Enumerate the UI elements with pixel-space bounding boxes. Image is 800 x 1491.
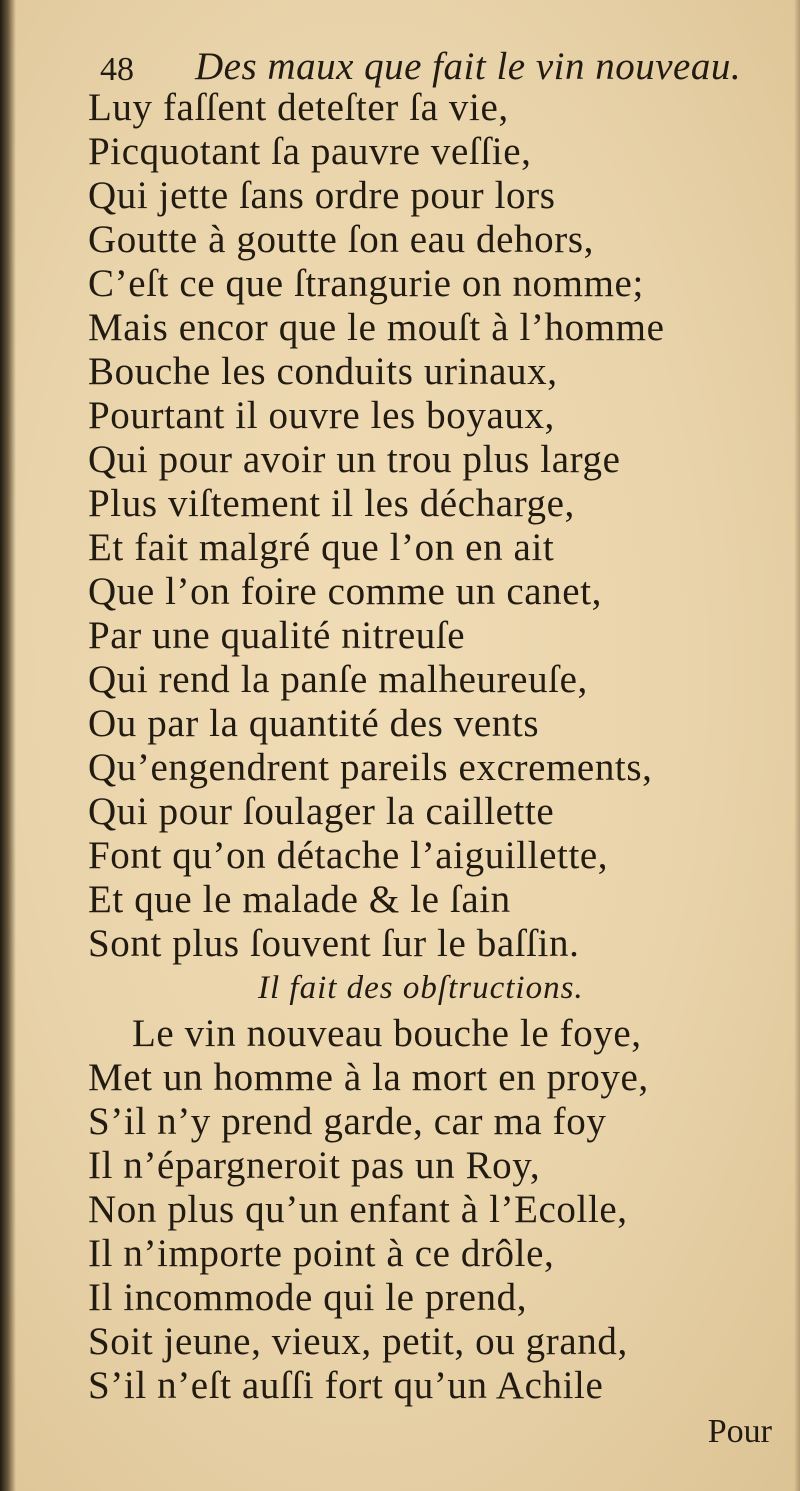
verse-line: Il incommode qui le prend, <box>88 1276 528 1319</box>
verse-line: Soit jeune, vieux, petit, ou grand, <box>88 1320 628 1363</box>
verse-line: Qui pour avoir un trou plus large <box>88 438 621 481</box>
verse-line: Qui jette ſans ordre pour lors <box>88 174 556 217</box>
verse-line: Non plus qu’un enfant à l’Ecolle, <box>88 1188 628 1231</box>
verse-line: S’il n’y prend garde, car ma foy <box>88 1100 607 1143</box>
section-heading: Il fait des obſtructions. <box>258 970 584 1006</box>
page-number: 48 <box>100 51 134 88</box>
verse-line: Picquotant ſa pauvre veſſie, <box>88 130 532 173</box>
verse-line: S’il n’eſt auſſi fort qu’un Achile <box>88 1364 604 1407</box>
verse-line: Met un homme à la mort en proye, <box>88 1056 649 1099</box>
verse-line: Par une qualité nitreuſe <box>88 614 466 657</box>
verse-line: Il n’épargneroit pas un Roy, <box>88 1144 541 1187</box>
verse-line: Et fait malgré que l’on en ait <box>88 526 555 569</box>
verse-line: Sont plus ſouvent ſur le baſſin. <box>88 922 580 965</box>
verse-line: Qui pour ſoulager la caillette <box>88 790 555 833</box>
verse-line: Qui rend la panſe malheureuſe, <box>88 658 588 701</box>
verse-line: Luy faſſent deteſter ſa vie, <box>88 86 509 129</box>
verse-line: Bouche les conduits urinaux, <box>88 350 558 393</box>
verse-line: Le vin nouveau bouche le foye, <box>132 1012 642 1055</box>
verse-line: C’eſt ce que ſtrangurie on nomme; <box>88 262 644 305</box>
verse-line: Font qu’on détache l’aiguillette, <box>88 834 609 877</box>
verse-line: Goutte à goutte ſon eau dehors, <box>88 218 594 261</box>
verse-line: Il n’importe point à ce drôle, <box>88 1232 555 1275</box>
page-gutter-shadow <box>0 0 16 1491</box>
page-edge-shadow <box>794 0 800 1491</box>
running-head: Des maux que fait le vin nouveau. <box>195 45 742 88</box>
verse-line: Et que le malade & le ſain <box>88 878 511 921</box>
verse-line: Ou par la quantité des vents <box>88 702 540 745</box>
verse-line: Que l’on foire comme un canet, <box>88 570 602 613</box>
verse-line: Plus viſtement il les décharge, <box>88 482 575 525</box>
verse-line: Mais encor que le mouſt à l’homme <box>88 306 665 349</box>
verse-line: Qu’engendrent pareils excrements, <box>88 746 653 789</box>
verse-line: Pourtant il ouvre les boyaux, <box>88 394 555 437</box>
catchword: Pour <box>707 1413 772 1450</box>
